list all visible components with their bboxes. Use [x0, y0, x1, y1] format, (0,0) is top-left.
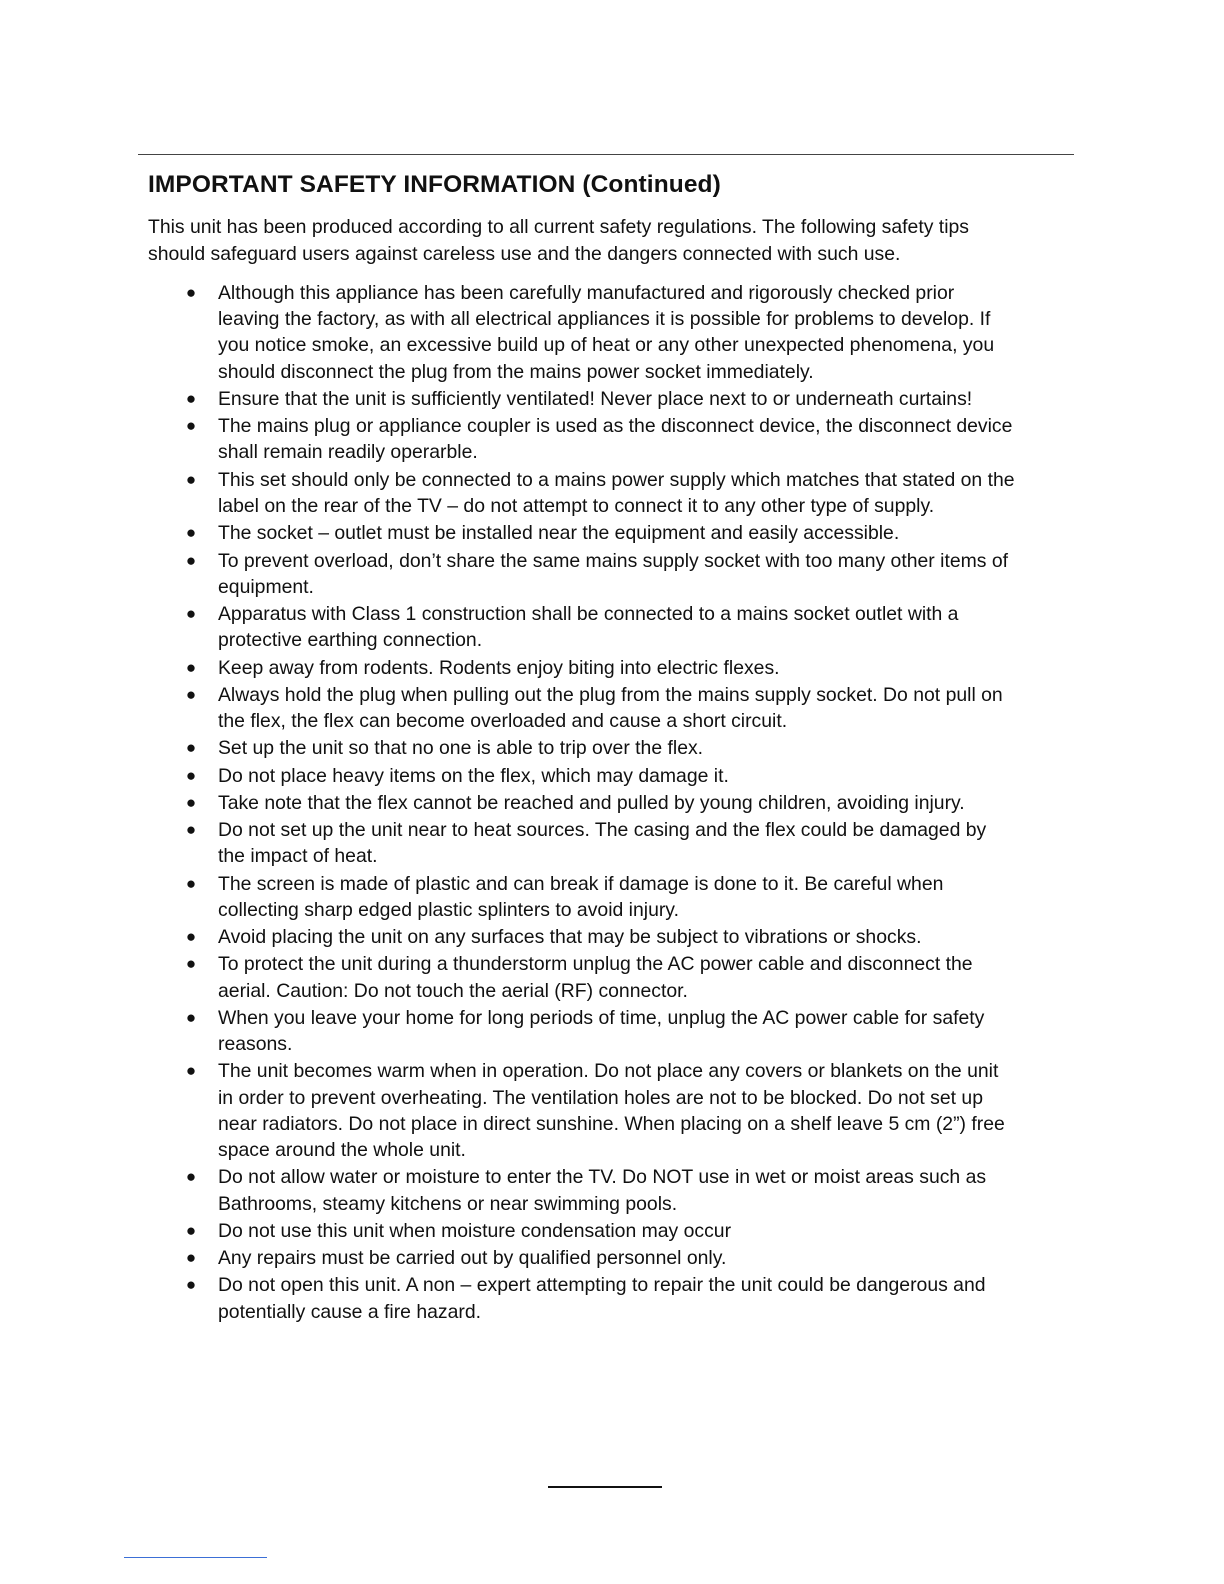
list-item — [185, 413, 1015, 465]
bullet-icon: ● — [185, 657, 197, 677]
bullet-icon: ● — [185, 469, 197, 489]
list-item — [185, 951, 1015, 1003]
bullet-icon: ● — [185, 765, 197, 785]
list-item-text: Avoid placing the unit on any surfaces that may be subject to vibrations or shocks. — [218, 926, 922, 949]
list-item — [185, 1272, 1015, 1324]
list-item-text: Apparatus with Class 1 construction shall be connected to a mains socket outlet with a protective earthing connection. — [218, 603, 959, 652]
list-item — [185, 1245, 1015, 1271]
list-item — [185, 871, 1015, 923]
bullet-icon: ● — [185, 927, 197, 947]
list-item-text: Ensure that the unit is sufficiently ventilated! Never place next to or underneath curtains! — [218, 387, 973, 410]
list-item — [185, 817, 1015, 869]
list-item — [185, 735, 1015, 761]
list-item-text: This set should only be connected to a mains power supply which matches that stated on the label on the rear of the TV – do not attempt to connect it to any other type of supply. — [218, 468, 1015, 517]
bullet-icon: ● — [185, 550, 197, 570]
list-item — [185, 467, 1015, 519]
list-item — [185, 1058, 1015, 1163]
bullet-icon: ● — [185, 1061, 197, 1081]
list-item — [185, 655, 1015, 681]
bullet-icon: ● — [185, 1275, 197, 1295]
list-item-text: The mains plug or appliance coupler is used as the disconnect device, the disconnect device shall remain readily operarble. — [218, 415, 1013, 464]
list-item-text: Do not open this unit. A non – expert attempting to repair the unit could be dangerous and potentially cause a fire hazard. — [218, 1274, 986, 1323]
bullet-icon: ● — [185, 954, 197, 974]
list-item — [185, 1218, 1015, 1244]
list-item — [185, 1164, 1015, 1216]
list-item-text: Do not place heavy items on the flex, which may damage it. — [218, 764, 729, 787]
bullet-icon: ● — [185, 820, 197, 840]
list-item — [185, 548, 1015, 600]
bullet-icon: ● — [185, 388, 197, 408]
list-item — [185, 520, 1015, 546]
bullet-icon: ● — [185, 1007, 197, 1027]
page-number-rule — [548, 1486, 662, 1488]
list-item — [185, 763, 1015, 789]
list-item-text: The socket – outlet must be installed near the equipment and easily accessible. — [218, 522, 900, 545]
list-item-text: Any repairs must be carried out by qualified personnel only. — [218, 1247, 727, 1270]
bullet-icon: ● — [185, 684, 197, 704]
list-item — [185, 790, 1015, 816]
footnote-separator — [124, 1557, 267, 1558]
list-item — [185, 924, 1015, 950]
list-item-text: Keep away from rodents. Rodents enjoy biting into electric flexes. — [218, 656, 780, 679]
safety-tips-list — [185, 280, 1015, 1326]
list-item — [185, 682, 1015, 734]
bullet-icon: ● — [185, 1220, 197, 1240]
list-item-text: To prevent overload, don’t share the same mains supply socket with too many other items of equipment. — [218, 549, 1009, 598]
header-divider — [138, 154, 1074, 155]
bullet-icon: ● — [185, 604, 197, 623]
bullet-icon: ● — [185, 1167, 197, 1187]
list-item-text: Do not allow water or moisture to enter the TV. Do NOT use in wet or moist areas such as Bathrooms, steamy kitchens or near swimming pools. — [218, 1166, 987, 1215]
list-item — [185, 386, 1015, 412]
bullet-icon: ● — [185, 523, 197, 543]
list-item — [185, 1005, 1015, 1057]
list-item-text: Although this appliance has been carefully manufactured and rigorously checked prior leaving the factory, as with all electrical appliances it is possible for problems to develop. If you notice smoke, an excessive build up of heat or any other unexpected phenomena, you should disconnect the plug from the mains power socket immediately. — [218, 282, 995, 383]
list-item-text: Set up the unit so that no one is able to trip over the flex. — [218, 737, 704, 760]
intro-paragraph: This unit has been produced according to all current safety regulations. The following safety tips should safeguard users against careless use and the dangers connected with such use. — [148, 216, 969, 265]
list-item-text: The screen is made of plastic and can break if damage is done to it. Be careful when collecting sharp edged plastic splinters to avoid injury. — [218, 872, 944, 921]
page-title: IMPORTANT SAFETY INFORMATION (Continued) — [148, 171, 721, 198]
bullet-icon: ● — [185, 792, 197, 812]
list-item-text: Always hold the plug when pulling out the plug from the mains supply socket. Do not pull on the flex, the flex can become overloaded and cause a short circuit. — [218, 683, 1003, 732]
list-item — [185, 280, 1015, 385]
bullet-icon: ● — [185, 738, 197, 758]
list-item-text: Do not set up the unit near to heat sources. The casing and the flex could be damaged by the impact of heat. — [218, 819, 987, 868]
list-item-text: Take note that the flex cannot be reached and pulled by young children, avoiding injury. — [218, 791, 965, 814]
list-item-text: To protect the unit during a thunderstorm unplug the AC power cable and disconnect the aerial. Caution: Do not touch the aerial (RF) connector. — [218, 953, 973, 1002]
list-item-text: Do not use this unit when moisture condensation may occur — [218, 1219, 732, 1242]
bullet-icon: ● — [185, 283, 197, 302]
bullet-icon: ● — [185, 1248, 197, 1268]
bullet-icon: ● — [185, 873, 197, 893]
list-item — [185, 601, 1015, 653]
list-item-text: The unit becomes warm when in operation. Do not place any covers or blankets on the unit in order to prevent overheating. The ventilation holes are not to be blocked. Do not set up near radiators. Do not place in direct sunshine. When placing on a shelf leave 5 cm (2”) free space around the whole unit. — [218, 1060, 1005, 1162]
list-item-text: When you leave your home for long periods of time, unplug the AC power cable for safety reasons. — [218, 1006, 985, 1056]
bullet-icon: ● — [185, 416, 197, 436]
